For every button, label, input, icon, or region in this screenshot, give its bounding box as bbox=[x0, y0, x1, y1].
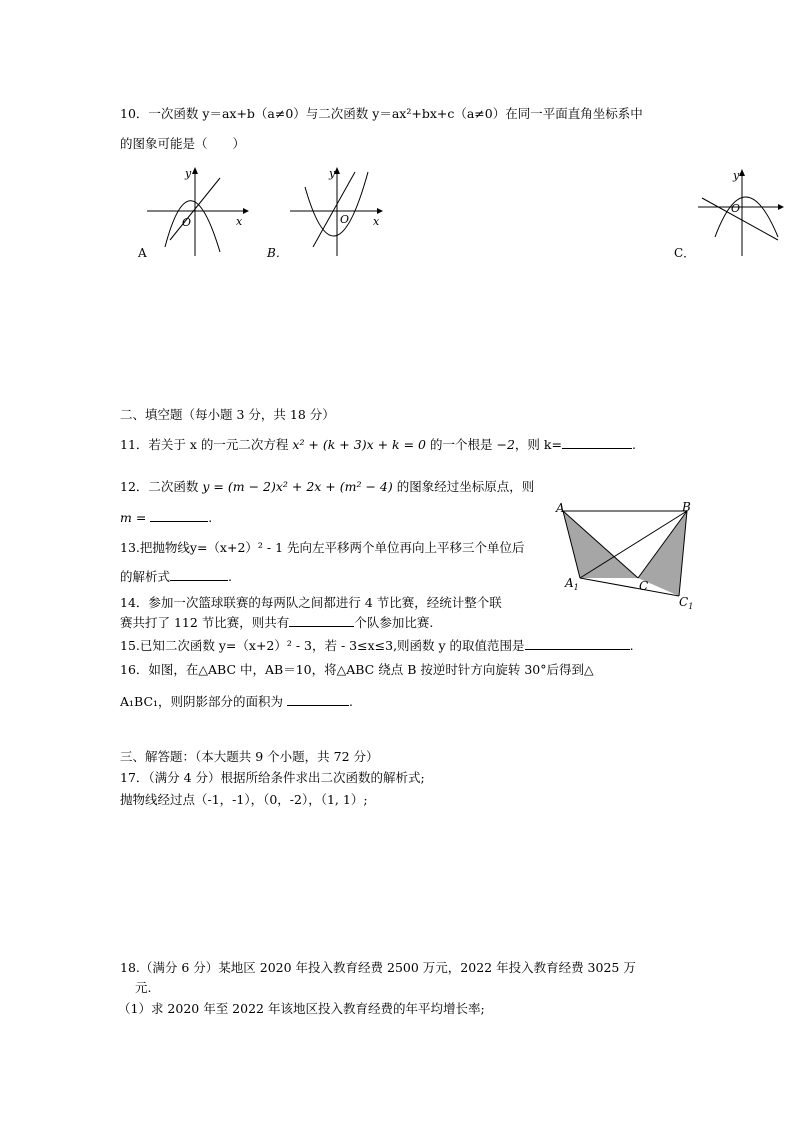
q11-text-a: 11．若关于 x 的一元二次方程 bbox=[120, 437, 289, 452]
q13-line2 bbox=[120, 567, 232, 585]
graph-option-a bbox=[135, 162, 255, 262]
q17-line2: 抛物线经过点（-1，-1），（0，-2），（1, 1）; bbox=[120, 792, 368, 807]
q14-text-a: 赛共打了 112 节比赛，则共有 bbox=[120, 615, 290, 630]
q13-end: . bbox=[228, 569, 232, 584]
point-b-label: B bbox=[682, 500, 691, 514]
q14-line2 bbox=[120, 613, 433, 631]
q11-end: . bbox=[631, 437, 636, 452]
q16-text: A₁BC₁，则阴影部分的面积为 bbox=[120, 694, 284, 709]
q11-answer-blank[interactable] bbox=[562, 437, 632, 449]
graph-c-label: C． bbox=[674, 246, 696, 260]
point-c1-label: $C_1$ bbox=[679, 595, 694, 611]
graph-c-origin: O bbox=[731, 202, 741, 215]
rotation-figure bbox=[553, 498, 703, 613]
graph-b-origin: O bbox=[340, 213, 350, 226]
q12-end: . bbox=[208, 510, 213, 525]
point-c-label: C bbox=[639, 579, 649, 593]
q15 bbox=[120, 636, 634, 654]
q18-line1: 18.（满分 6 分）某地区 2020 年投入教育经费 2500 万元，2022 年投入教育经费 3025 万 bbox=[120, 960, 636, 975]
q14-answer-blank[interactable] bbox=[289, 615, 354, 627]
section-2-title: 二、填空题（每小题 3 分，共 18 分） bbox=[120, 407, 335, 422]
graph-b-x-label: x bbox=[373, 215, 380, 228]
graph-a-origin: O bbox=[182, 216, 192, 229]
graph-a-x-label: x bbox=[236, 215, 243, 228]
q16-line2 bbox=[120, 692, 353, 710]
graph-a-y-label: y bbox=[185, 167, 192, 180]
q13-text: 的解析式 bbox=[120, 569, 171, 584]
graph-c-y-label: y bbox=[733, 169, 740, 182]
q15-text: 15.已知二次函数 y=（x+2）² - 3，若 - 3≤x≤3,则函数 y 的取值范围是 bbox=[120, 638, 525, 653]
q12-text-b: 的图象经过坐标原点，则 bbox=[396, 479, 535, 494]
graph-a-label: A bbox=[138, 246, 147, 260]
q14-text-b: 个队参加比赛. bbox=[354, 615, 434, 630]
q12-text-a: 12．二次函数 bbox=[120, 479, 199, 494]
q10-line1: 10．一次函数 y＝ax+b（a≠0）与二次函数 y＝ax²+bx+c（a≠0）在同一平面直角坐标系中 bbox=[120, 106, 643, 121]
q16-answer-blank[interactable] bbox=[287, 694, 349, 706]
section-3-title: 三、解答题：（本大题共 9 个小题，共 72 分） bbox=[120, 749, 379, 764]
q12-line1 bbox=[120, 477, 534, 495]
q16-end: . bbox=[349, 694, 354, 709]
q18-line2: 元. bbox=[135, 980, 152, 995]
q10-line2: 的图象可能是（ ） bbox=[120, 136, 246, 151]
q13-line1: 13.把抛物线y=（x+2）² - 1 先向左平移两个单位再向上平移三个单位后 bbox=[120, 540, 525, 555]
graph-b-y-label: y bbox=[329, 167, 336, 180]
q14-line1: 14．参加一次篮球联赛的每两队之间都进行 4 节比赛，经统计整个联 bbox=[120, 595, 502, 610]
graph-option-c bbox=[670, 162, 790, 262]
point-a1-label: $A_1$ bbox=[565, 576, 579, 592]
q18-line3: （1）求 2020 年至 2022 年该地区投入教育经费的年平均增长率; bbox=[118, 1001, 485, 1016]
q11-root: −2 bbox=[496, 437, 515, 452]
q12-equation: y = (m − 2)x² + 2x + (m² − 4) bbox=[202, 479, 393, 494]
q11-equation: x² + (k + 3)x + k = 0 bbox=[292, 437, 426, 452]
q12-line2 bbox=[120, 510, 212, 525]
q12-m-label: m = bbox=[120, 510, 147, 525]
q11 bbox=[120, 435, 636, 453]
graph-b-label: B． bbox=[267, 246, 288, 260]
q11-text-c: ，则 k= bbox=[514, 437, 562, 452]
q17-line1: 17．（满分 4 分）根据所给条件求出二次函数的解析式; bbox=[120, 770, 425, 785]
q15-end: . bbox=[629, 638, 634, 653]
q16-line1: 16．如图，在△ABC 中，AB＝10，将△ABC 绕点 B 按逆时针方向旋转 30°后得到△ bbox=[120, 662, 594, 677]
q13-answer-blank[interactable] bbox=[170, 569, 228, 581]
q12-answer-blank[interactable] bbox=[150, 510, 208, 522]
point-a-label: A bbox=[556, 501, 565, 515]
q15-answer-blank[interactable] bbox=[525, 638, 630, 650]
q11-text-b: 的一个根是 bbox=[429, 437, 493, 452]
graph-option-b bbox=[265, 162, 390, 262]
